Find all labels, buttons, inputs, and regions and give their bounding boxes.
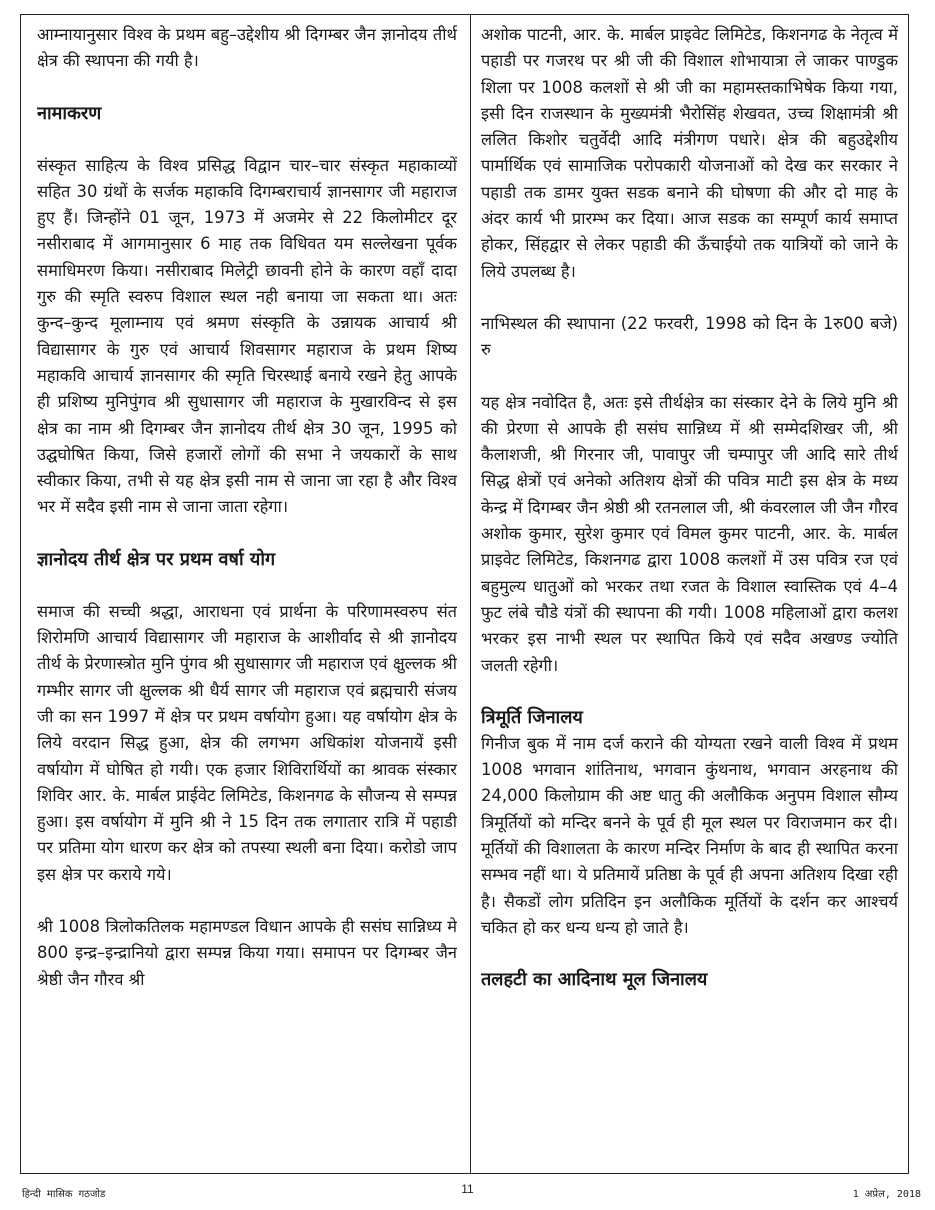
- nabhi-title: नाभिस्थल की स्थापाना (22 फरवरी, 1998 को दिन के 1रु00 बजे) रु: [481, 313, 898, 360]
- heading-naamkaran: नामाकरण: [37, 102, 102, 124]
- page-number: 11: [461, 1182, 474, 1196]
- gajrath-paragraph: अशोक पाटनी, आर. के. मार्बल प्राइवेट लिमिटेड, किशनगढ के नेतृत्व में पहाडी पर गजरथ पर श्री जी की विशाल शोभायात्रा ले जाकर पाण्डुक शिला पर 1008 कलशों से श्री जी का महामस्तकाभिषेक किया गया, इसी दिन राजस्थान के मुख्यमंत्री भैरोसिंह शेखवत, उच्च शिक्षामंत्री श्री ललित किशोर चतुर्वेदी आदि मंत्रीगण पधारे। क्षेत्र की बहुउद्देशीय पार्मार्थिक एवं सामाजिक परोपकारी योजनाओं को देख कर सरकार ने पहाडी तक डामर युक्त सडक बनाने की घोषणा की और दो माह के अंदर कार्य भी प्रारम्भ कर दिया। आज सडक का सम्पूर्ण कार्य समाप्त होकर, सिंहद्वार से लेकर पहाडी की ऊँचाईयो तक यात्रियों को जाने के लिये उपलब्ध है।: [481, 25, 898, 281]
- column-divider: [470, 14, 471, 1174]
- naamkaran-paragraph: संस्कृत साहित्य के विश्व प्रसिद्ध विद्वान चार–चार संस्कृत महाकाव्यों सहित 30 ग्रंथों के सर्जक महाकवि दिगम्बराचार्य ज्ञानसागर जी महाराज हुए हैं। जिन्होंने 01 जून, 1973 में अजमेर से 22 किलोमीटर दूर नसीराबाद में आगमानुसार 6 माह तक विधिवत यम सल्लेखना पूर्वक समाधिमरण किया। नसीराबाद मिलेट्री छावनी होने के कारण वहाँ दादा गुरु की स्मृति स्वरुप विशाल स्थल नही बनाया जा सकता था। अतः कुन्द–कुन्द मूलाम्नाय एवं श्रमण संस्कृति के उन्नायक आचार्य श्री विद्यासागर के गुरु एवं आचार्य शिवसागर महाराज के प्रथम शिष्य महाकवि आचार्य ज्ञानसागर की स्मृति चिरस्थाई बनाये रखने हेतु आपके ही प्रशिष्य मुनिपुंगव श्री सुधासागर जी महाराज के मुखारविन्द से इस क्षेत्र का नाम श्री दिगम्बर जैन ज्ञानोदय तीर्थ क्षेत्र 30 जून, 1995 को उद्घघोषित किया, जिसे हजारों लोगों की सभा ने जयकारों के साथ स्वीकार किया, तभी से यह क्षेत्र इसी नाम से जाना जा रहा है और विश्व भर में सदैव इसी नाम से जाना जाता रहेगा।: [37, 155, 457, 517]
- heading-trimurti: त्रिमूर्ति जिनालय: [481, 706, 583, 728]
- heading-talhati: तलहटी का आदिनाथ मूल जिनालय: [481, 969, 708, 991]
- footer-date: 1 अप्रेल, 2018: [852, 1189, 921, 1200]
- trimurti-paragraph: गिनीज बुक में नाम दर्ज कराने की योग्यता रखने वाली विश्व में प्रथम 1008 भगवान शांतिनाथ, भगवान कुंथनाथ, भगवान अरहनाथ की 24,000 किलोग्राम की अष्ट धातु की अलौकिक अनुपम विशाल सौम्य त्रिमूर्तियों को मन्दिर बनने के पूर्व ही मूल स्थल पर विराजमान कर दी। मूर्तियों की विशालता के कारण मन्दिर निर्माण के बाद ही स्थापित करना सम्भव नहीं था। ये प्रतिमायें प्रतिष्ठा के पूर्व ही अपना अतिशय दिखा रही है। सैकडों लोग प्रतिदिन इन अलौकिक मूर्तियों के दर्शन कर आश्चर्य चकित हो कर धन्य धन्य हो जाते है।: [481, 733, 898, 937]
- intro-paragraph: आम्नायानुसार विश्व के प्रथम बहु–उद्देशीय श्री दिगम्बर जैन ज्ञानोदय तीर्थ क्षेत्र की स्थापना की गयी है।: [37, 25, 457, 71]
- vidhan-paragraph: श्री 1008 त्रिलोकतिलक महामण्डल विधान आपके ही ससंघ सान्निध्य मे 800 इन्द्र–इन्द्रानियो द्वारा सम्पन्न किया गया। समापन पर दिगम्बर जैन श्रेष्ठी जैन गौरव श्री: [37, 917, 457, 989]
- nabhi-paragraph: यह क्षेत्र नवोदित है, अतः इसे तीर्थक्षेत्र का संस्कार देने के लिये मुनि श्री की प्रेरणा से आपके ही ससंघ सान्निध्य में श्री सम्मेदशिखर जी, श्री कैलाशजी, श्री गिरनार जी, पावापुर जी चम्पापुर जी आदि सारे तीर्थ सिद्ध क्षेत्रों एवं अनेको अतिशय क्षेत्रों की पवित्र माटी इस क्षेत्र के मध्य केन्द्र में दिगम्बर जैन श्रेष्ठी श्री रतनलाल जी, श्री कंवरलाल जी जैन गौरव अशोक कुमार, सुरेश कुमार एवं विमल कुमर पाटनी, आर. के. मार्बल प्राइवेट लिमिटेड, किशनगढ द्वारा 1008 कलशों में उस पवित्र रज एवं बहुमुल्य धातुओं को भरकर तथा रजत के विशाल स्वास्तिक एवं 4–4 फुट लंबे चौडे यंत्रों की स्थापना की गयी। 1008 महिलाओं द्वारा कलश भरकर इस नाभी स्थल पर स्थापित किये एवं सदैव अखण्ड ज्योति जलती रहेगी।: [481, 392, 898, 675]
- footer-publication: हिन्दी मासिक गठजोड: [22, 1189, 106, 1200]
- left-column: [37, 22, 457, 1168]
- right-column: [481, 22, 898, 1168]
- varshayog-paragraph: समाज की सच्ची श्रद्धा, आराधना एवं प्रार्थना के परिणामस्वरुप संत शिरोमणि आचार्य विद्यासागर जी महाराज के आशीर्वाद से श्री ज्ञानोदय तीर्थ के प्रेरणास्त्रोत मुनि पुंगव श्री सुधासागर जी महाराज एवं क्षुल्लक श्री गम्भीर सागर जी क्षुल्लक श्री धैर्य सागर जी महाराज एवं ब्रह्मचारी संजय जी का सन 1997 में क्षेत्र पर प्रथम वर्षायोग हुआ। यह वर्षायोग क्षेत्र के लिये वरदान सिद्ध हुआ, क्षेत्र की लगभग अधिकांश योजनायें इसी वर्षायोग में घोषित हो गयी। एक हजार शिविरार्थियों का श्रावक संस्कार शिविर आर. के. मार्बल प्राईवेट लिमिटेड, किशनगढ के सौजन्य से सम्पन्न हुआ। इस वर्षायोग में मुनि श्री ने 15 दिन तक लगातार रात्रि में पहाडी पर प्रतिमा योग धारण कर क्षेत्र को तपस्या स्थली बना दिया। करोडो जाप इस क्षेत्र पर कराये गये।: [37, 601, 457, 884]
- heading-varshayog: ज्ञानोदय तीर्थ क्षेत्र पर प्रथम वर्षा योग: [37, 548, 276, 570]
